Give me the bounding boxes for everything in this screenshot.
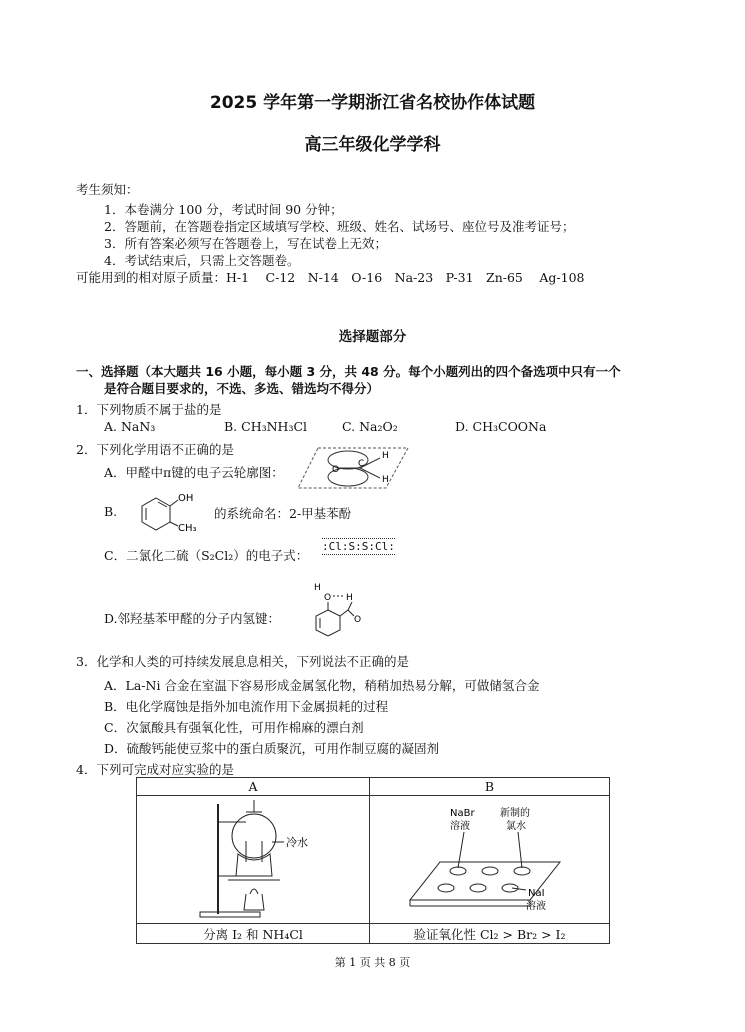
q1-option-a: A. NaN₃ <box>104 419 156 434</box>
part-instructions-line1: 一、选择题（本大题共 16 小题，每小题 3 分，共 48 分。每个小题列出的四个备选项中只有一个 <box>76 364 621 379</box>
part-instructions-line2: 是符合题目要求的，不选、多选、错选均不得分） <box>104 381 380 396</box>
caption-b: 验证氧化性 Cl₂ > Br₂ > I₂ <box>370 924 610 944</box>
col-header-a: A <box>137 778 370 796</box>
q2-option-b-text: 的系统命名：2-甲基苯酚 <box>214 506 352 521</box>
atom-label: O <box>332 465 340 475</box>
q1-option-c: C. Na₂O₂ <box>342 419 398 434</box>
q3-option-a: A．La-Ni 合金在室温下容易形成金属氢化物，稍稍加热易分解，可做储氢合金 <box>104 678 540 693</box>
notice-item: 3．所有答案必须写在答题卷上，写在试卷上无效； <box>104 236 387 251</box>
reagent-label: 溶液 <box>449 821 470 832</box>
q2-option-d: D.邻羟基苯甲醛的分子内氢键： <box>104 611 281 626</box>
reagent-label: 新制的 <box>499 808 530 819</box>
section-title: 选择题部分 <box>338 329 407 345</box>
notice-heading: 考生须知： <box>76 182 139 197</box>
q1-option-d: D. CH₃COONa <box>455 419 547 434</box>
cold-water-label: 冷水 <box>286 836 308 849</box>
atom-label: H <box>314 583 321 593</box>
spot-plate-figure <box>400 796 580 920</box>
q3-stem: 3．化学和人类的可持续发展息息相关，下列说法不正确的是 <box>76 654 409 669</box>
exam-title: 2025 学年第一学期浙江省名校协作体试题 <box>209 93 536 113</box>
caption-a: 分离 I₂ 和 NH₄Cl <box>137 924 370 944</box>
group-label: CH₃ <box>178 523 197 534</box>
atomic-masses: 可能用到的相对原子质量：H-1 C-12 N-14 O-16 Na-23 P-31 Zn-65 Ag-108 <box>76 270 585 285</box>
page-footer: 第 1 页 共 8 页 <box>334 956 411 969</box>
notice-item: 2．答题前，在答题卷指定区域填写学校、班级、姓名、试场号、座位号及准考证号； <box>104 219 575 234</box>
atom-label: O <box>354 615 362 625</box>
apparatus-b-cell <box>370 796 610 924</box>
o-hydroxybenzaldehyde-structure <box>312 580 362 638</box>
notice-item: 4．考试结束后，只需上交答题卷。 <box>104 253 300 268</box>
experiment-table <box>136 777 610 944</box>
q2-option-c: C．二氯化二硫（S₂Cl₂）的电子式： <box>104 548 309 563</box>
q2-option-a: A．甲醛中π键的电子云轮廓图： <box>104 465 284 480</box>
atom-label: H <box>382 475 389 485</box>
reagent-label: NaBr <box>449 808 475 819</box>
atom-label: O <box>324 593 332 603</box>
reagent-label: NaI <box>527 888 545 899</box>
s2cl2-electron-formula: :Cl:S:S:Cl: <box>322 540 395 553</box>
atom-label: H <box>346 593 353 603</box>
group-label: OH <box>178 493 194 504</box>
reagent-label: 氯水 <box>505 821 526 832</box>
q1-stem: 1．下列物质不属于盐的是 <box>76 402 222 417</box>
q2-stem: 2．下列化学用语不正确的是 <box>76 442 234 457</box>
col-header-b: B <box>370 778 610 796</box>
q3-option-c: C．次氯酸具有强氧化性，可用作棉麻的漂白剂 <box>104 720 364 735</box>
apparatus-a-cell <box>137 796 370 924</box>
atom-label: H <box>382 451 389 461</box>
reagent-label: 溶液 <box>525 901 546 912</box>
atom-label: C <box>358 459 365 469</box>
q3-option-d: D．硫酸钙能使豆浆中的蛋白质聚沉，可用作制豆腐的凝固剂 <box>104 741 440 756</box>
q3-option-b: B．电化学腐蚀是指外加电流作用下金属损耗的过程 <box>104 699 389 714</box>
q1-option-b: B. CH₃NH₃Cl <box>224 419 308 434</box>
methylphenol-structure <box>136 490 202 534</box>
exam-subtitle: 高三年级化学学科 <box>304 135 441 155</box>
sublimation-apparatus-figure <box>188 796 318 920</box>
notice-item: 1．本卷满分 100 分，考试时间 90 分钟； <box>104 202 343 217</box>
q2-option-b-label: B. <box>104 504 118 519</box>
formaldehyde-pi-orbital-figure <box>296 442 412 494</box>
q4-stem: 4．下列可完成对应实验的是 <box>76 762 234 777</box>
